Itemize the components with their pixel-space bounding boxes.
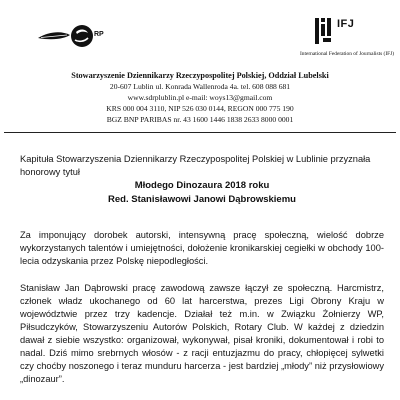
ifj-logo-icon bbox=[313, 16, 333, 46]
ifj-logo bbox=[313, 16, 333, 46]
bank-line: BGZ BNP PARIBAS nr. 43 1600 1446 1838 2633 8000 0001 bbox=[106, 115, 294, 124]
paragraph-2: Stanisław Jan Dąbrowski pracę zawodową zawsze łączył ze społeczną. Harcmistrz, członek władz ukochanego od 60 lat harcerstwa, prezes Ligi Obrony Kraju w województwie przez trzy kadencje. Działał też m.in. w Związku Żołnierzy WP, Piłsudczyków, Stowarzyszeniu Autorów Polskich, Rotary Club. W każdej z dziedzin dawał z siebie wszystko: organizował, wykonywał, pisał kroniki, dokumentował i robi to nadal. Dziś mimo srebrnych włosów - z racji entuzjazmu do pracy, chłopięcej sylwetki czy choćby noszonego i teraz munduru harcerza - jest bardziej „młody” niż przysłowiowy „dinozaur”. bbox=[20, 283, 384, 384]
sdp-logo-text: RP bbox=[94, 31, 104, 38]
organization-name: Stowarzyszenie Dziennikarzy Rzeczypospolitej Polskiej, Oddział Lubelski bbox=[71, 71, 329, 80]
paragraph-1: Za imponujący dorobek autorski, intensywną pracę społeczną, wielość dobrze wykorzystanych talentów i umiejętności, dołożenie kronikarskiej cegiełki w obchody 100-lecia odzyskania przez Polskę niepodległości. bbox=[20, 230, 384, 266]
web-email-line: www.sdrplublin.pl e-mail: woys13@gmail.com bbox=[127, 93, 273, 102]
award-title: Młodego Dinozaura 2018 roku bbox=[134, 180, 270, 191]
intro-paragraph: Kapituła Stowarzyszenia Dziennikarzy Rzeczypospolitej Polskiej w Lublinie przyznała honorowy tytuł bbox=[20, 154, 371, 177]
registry-line: KRS 000 004 3110, NIP 526 030 0144, REGON 000 775 190 bbox=[106, 104, 294, 113]
ifj-logo-text: IFJ bbox=[337, 18, 355, 30]
address-line: 20-607 Lublin ul. Konrada Wallenroda 4a. tel. 608 088 681 bbox=[109, 82, 291, 91]
award-recipient: Red. Stanisławowi Janowi Dąbrowskiemu bbox=[108, 194, 296, 205]
header-divider bbox=[4, 132, 396, 133]
ifj-caption: International Federation of Journalists (IFJ) bbox=[300, 51, 395, 57]
sdp-logo bbox=[36, 22, 108, 50]
